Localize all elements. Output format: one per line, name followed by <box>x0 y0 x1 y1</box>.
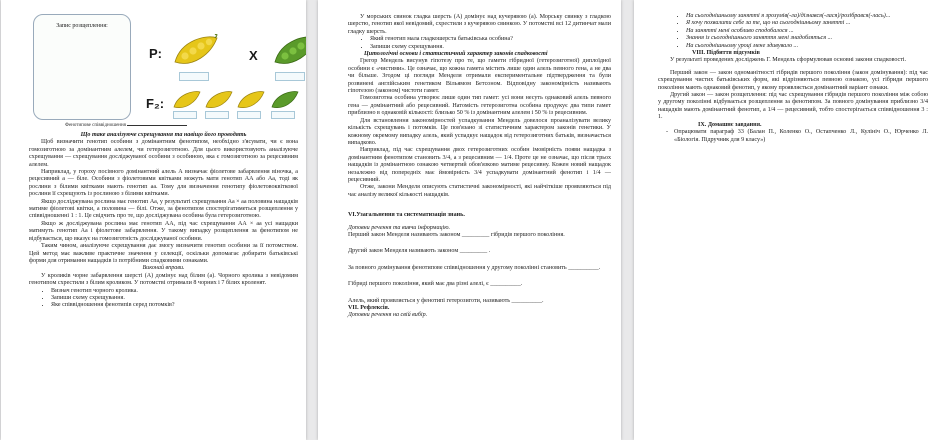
list-item: • Запиши схему схрещування. <box>370 44 611 51</box>
fill-sentence-5: Алель, який проявляється у фенотипі гетерозиготи, називають __________. <box>348 297 544 304</box>
paragraph: Отже, закони Менделя описують статистичні закономірності, які найчіткіше проявляються під час аналізу великої кількості нащадків. <box>348 184 611 198</box>
yellow-pea-pod-icon <box>171 34 219 68</box>
parent1-genotype-field[interactable] <box>179 72 209 81</box>
f2-genotype-field-1[interactable] <box>173 111 197 119</box>
f2-yellow-pea-icon-3 <box>236 90 266 110</box>
cross-sign-label: X <box>249 48 258 63</box>
document-page-3 <box>634 0 940 440</box>
paragraph: Щоб визначити генотип особини з домінантним фенотипом, необхідно з'ясувати, чи є вона гомозиготною за домінантним алелем, чи гетерозиготною. Для цього використовують аналізуюче схрещування — схрещування досліджуваної особини з особиною, яка є гомозиготною за рецесивним алелем. <box>29 139 298 168</box>
document-page-2 <box>318 0 621 440</box>
reflection-list <box>658 13 928 50</box>
list-item: • Знання із сьогоднішнього заняття мені знадобляться ... <box>686 35 928 42</box>
paragraph: Наприклад, під час схрещування двох гетерозиготних особин імовірність появи нащадка з домінантним фенотипом становить 3/4, а з рецесивним — 1/4. Проте це не означає, що після трьох нащадків із домінантною ознакою четвертий обов'язково матиме рецесивну. Кожен новий нащадок незалежно від попередніх має ймовірність 3/4 успадкувати домінантний фенотип і 1/4 — рецесивний. <box>348 147 611 183</box>
parent-label: P: <box>149 46 162 61</box>
f2-yellow-pea-icon-2 <box>204 90 234 110</box>
scheme-record-box <box>33 14 131 120</box>
fill-sentence-1: Перший закон Менделя називають законом _________ гібридів першого покоління. <box>348 231 565 238</box>
dash-marker: - <box>666 129 669 136</box>
f2-genotype-field-2[interactable] <box>205 111 229 119</box>
task-list <box>348 36 611 51</box>
crossing-scheme-figure <box>29 10 298 128</box>
homework-item <box>658 129 928 144</box>
f2-yellow-pea-icon-1 <box>172 90 202 110</box>
f2-green-pea-icon <box>270 90 300 110</box>
paragraph: У морських свинок гладка шерсть (А) домінує над кучерявою (а). Морську свинку з гладкою шерстю, генотип якої невідомий, схрестили з кучерявою свинкою. У потомстві всі 12 дитинчат мали гладку шерсть. <box>348 14 611 35</box>
section-7-title: VII. Рефлексія. <box>348 305 390 311</box>
homework-text: Опрацювати параграф 33 (Балан П., Коленко О., Остапченко Л., Кулініч О., Юрченко Л. «Біологія. Підручник для 9 класу») <box>674 129 928 143</box>
paragraph: Якщо ж досліджувана рослина має генотип АА, під час схрещування АА × аа усі нащадки матимуть генотип Аа і фіолетове забарвлення. У такому випадку розщеплення за фенотипом не відбувається, що вказує на гомозиготність досліджуваної особини. <box>29 220 298 242</box>
parent2-genotype-field[interactable] <box>275 72 305 81</box>
fill-sentence-3: За повного домінування фенотипове співвідношення у другому поколінні становить __________. <box>348 264 601 271</box>
exercise-question-list <box>29 288 298 310</box>
paragraph: Для встановлення закономірностей успадкування Мендель довелося проаналізувати велику кількість схрещувань і потомків. Це пов'язано зі статистичним характером законів генетики. У кожному окремому випадку алель, який успадкує нащадок від гетерозиготних батьків, визначається випадково. <box>348 117 611 146</box>
second-law-paragraph: Другий закон — закон розщеплення: під час схрещування гібридів першого покоління між собою у другому поколінні відбувається розщеплення за фенотипом. За повного домінування приблизно 3/4 нащадків мають домінантний фенотип, а 1/4 — рецесивний, тобто спостерігається співвідношення 3 : 1. <box>658 92 928 121</box>
green-pea-pod-icon <box>271 34 306 68</box>
exercise-title: Виконай вправи. <box>142 265 185 272</box>
paragraph: Таким чином, аналізуюче схрещування дає змогу визначити генотип особини за її потомством. Цей метод має важливе практичне значення у селекції, оскільки допомагає добирати батьківські форми для отримання нащадків із потрібними спадковими ознаками. <box>29 243 298 264</box>
section-heading: Що таке аналізуюче схрещування та навіщо його проводять <box>80 132 247 138</box>
f2-generation-label: F₂: <box>146 96 165 111</box>
fill-sentence-2: Другий закон Менделя називають законом _________ . <box>348 248 491 255</box>
list-item: • Я хочу похвалити себе за те, що на сьогоднішньому занятті ... <box>686 20 928 27</box>
list-item: • На сьогоднішньому уроці мене здивувало ... <box>686 43 928 50</box>
paragraph: Наприклад, у гороху посівного домінантний алель А визначає фіолетове забарвлення віночка, а рецесивний а — біле. Особини з фіолетовими квітками можуть мати генотип АА або Аа, тоді як рослини з білими квітками мають генотип аа. Тому для визначення генотипу фіолетовоквіткової рослини її схрещують із рослиною з білими квітками. <box>29 169 298 198</box>
f2-genotype-field-4[interactable] <box>271 111 295 119</box>
section-6-title: VI.Узагальнення та систематизація знань. <box>348 212 465 219</box>
paragraph: Грегор Мендель висунув гіпотезу про те, що гамети гібридної (гетерозиготної) диплоїдної особини є «чистими». Це означає, що кожна гамета містить лише один алель певного гена, а не два чи більше. Згодом ці погляди Менделя отримали експериментальне підтвердження та були розвинені англійським генетиком Вільямом Бетсоном. Відповідну закономірність називають гіпотезою (законом) чистоти гамет. <box>348 58 611 95</box>
paragraph: Гомозиготна особина утворює лише один тип гамет: усі вони несуть однаковий алель певного гена — домінантний або рецесивний. Натомість гетерозиготна особина продукує два типи гамет приблизно в однаковій кількості: близько 50 % із домінантним алелем і 50 % із рецесивним. <box>348 95 611 117</box>
list-item: • На занятті мені особливо сподобалося ... <box>686 28 928 35</box>
section-9-title: IX. Домашнє завдання. <box>698 121 762 128</box>
exercise-text: У кроликів чорне забарвлення шерсті (А) домінує над білим (а). Чорного кролика з невідомим генотипом схрестили з білим кроликом. У потомстві отримали 8 чорних і 7 білих кроленят. <box>29 272 298 287</box>
section-heading: Цитологічні основи і статистичний характер законів спадковості <box>364 51 548 58</box>
section-8-title: VIII. Підбиття підсумків <box>692 50 760 57</box>
list-item: • Який генотип мала гладкошерста батьківська особина? <box>370 36 611 43</box>
list-item: • На сьогоднішньому занятті я зрозумів(-ла)/дізнався(-лася)/розібрався(-лась)... <box>686 13 928 20</box>
list-item: • Визнач генотип чорного кролика. <box>51 288 298 295</box>
document-page-1 <box>1 0 306 440</box>
list-item: • Запиши схему схрещування. <box>51 295 298 302</box>
phenotype-ratio-caption: Фенотипове співвідношення <box>65 120 187 128</box>
fill-sentence-4: Гібриді першого покоління, який має два різні алелі, є __________. <box>348 281 523 288</box>
paragraph: Якщо досліджувана рослина має генотип Аа, у результаті схрещування Аа × аа половина нащадків матиме фіолетові квітки, а половина — білі. Отже, за фенотипом спостерігатиметься розщеплення у співвідношенні 1 : 1. Це свідчить про те, що досліджувана особина була гетерозиготною. <box>29 198 299 220</box>
paragraph: У результаті проведених досліджень Г. Мендель сформулював основні закони спадковості. <box>670 57 907 64</box>
scheme-title: Запис розщеплення: <box>56 23 108 29</box>
section-7-task: Доповни речення на свій вибір. <box>348 312 428 319</box>
f2-genotype-field-3[interactable] <box>237 111 261 119</box>
task-instruction: Доповни речення та вивчи інформацію. <box>348 224 451 231</box>
list-item: • Яке співвідношення фенотипів серед потомків? <box>51 302 298 309</box>
first-law-paragraph: Перший закон — закон одноманітності гібридів першого покоління (закон домінування): під час схрещування чистих батьківських форм, які відрізняються певною ознакою, усі гібриди першого покоління мають однаковий фенотип, у якому проявляється домінантний варіант ознаки. <box>658 69 928 91</box>
